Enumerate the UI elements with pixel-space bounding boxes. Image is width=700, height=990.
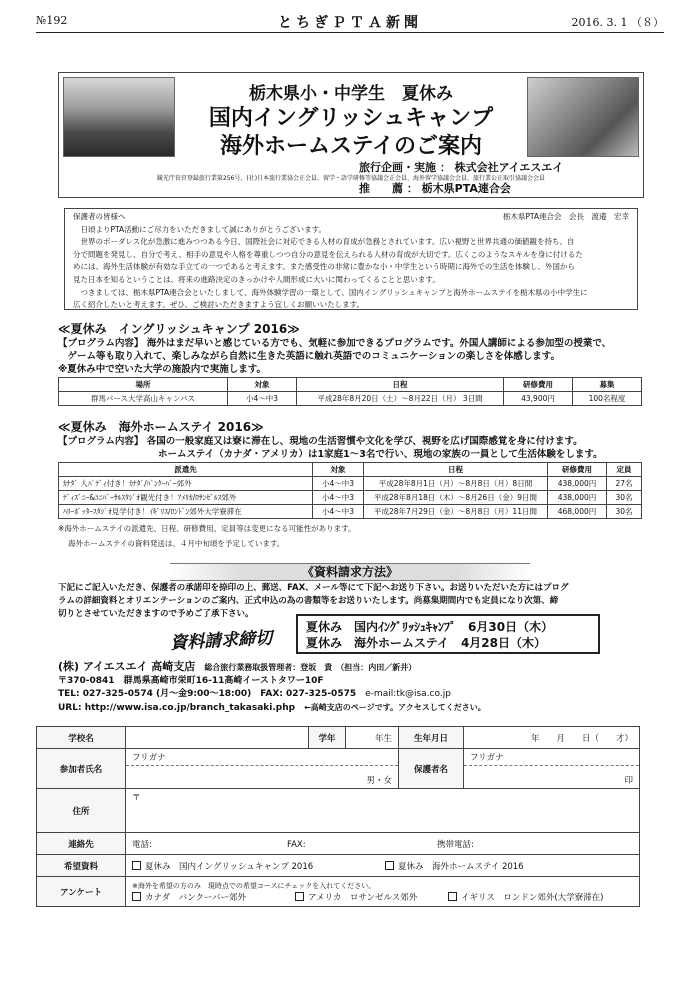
company-fax: FAX: 027-325-0575 [260,689,357,699]
form-row [37,877,640,907]
deadline-name: 夏休み 海外ホームステイ [306,636,449,650]
table-cell: 小4～中3 [313,505,364,519]
letter-signature: 栃木県PTA連合会 会長 渡邉 宏幸 [502,212,629,221]
fax-label: FAX: [287,839,306,850]
request-text: ラムの詳細資料とオリエンテーションのご案内、正式申込の為の書類等をお送りいたします。尚募集期間内でも定員になり次第、締 [58,596,559,606]
company-name: (株) アイエスエイ 高崎支店 [58,660,196,673]
deadline-camp [306,618,553,635]
camp-section [58,320,648,406]
table-cell: 平成28年8月20日（土）～8月22日（月） 3日間 [297,392,504,406]
col-header: 派遣先 [59,463,313,477]
camp-table [58,377,642,406]
guardian-field[interactable] [464,749,640,789]
grade-label: 学年 [309,727,346,749]
postal-mark: 〒 [132,793,141,803]
school-field[interactable] [126,727,309,749]
checkbox-uk[interactable] [448,892,457,901]
camp-title: ≪夏休み イングリッシュキャンプ 2016≫ [58,322,300,336]
participant-field[interactable] [126,749,399,789]
deadline-label: 資料請求締切 [169,628,273,654]
company-manager: 総合旅行業務取扱管理者：登坂 貴 （担当：内田／新井） [204,663,417,672]
form-row [37,749,640,789]
survey-label: アンケート [37,877,126,907]
camp-content: 【プログラム内容】 海外はまだ早いと感じている方でも、気軽に参加できるプログラムです。外国人講師による参加型の授業で、 [58,338,612,349]
checkbox-usa[interactable] [295,892,304,901]
wanted-field [126,855,640,877]
table-row [59,491,642,505]
table-cell: 小4～中3 [313,491,364,505]
furigana-label: フリガナ [464,749,639,766]
deadline-name: 夏休み 国内ｲﾝｸﾞﾘｯｼｭｷｬﾝﾌﾟ [306,620,457,634]
survey-option: アメリカ ロサンゼルス郊外 [308,892,418,903]
company-email[interactable]: e-mail:tk@isa.co.jp [365,689,451,699]
grade-field[interactable]: 年生 [346,727,399,749]
homestay-sub: ホームステイ（カナダ・アメリカ）は1家庭1～3名で行い、現地の家族の一員として生活体験をします。 [158,449,603,460]
camp-note: ※夏休み中で空いた大学の施設内で実施します。 [58,364,266,375]
banner-license: 観光庁長官登録旅行業第256号、(社)日本旅行業協会正会員、留学・語学研修等協議会正会員、海外留学協議会会員、旅行業公正取引協議会会員 [156,175,546,182]
participant-label: 参加者氏名 [37,749,126,789]
table-cell: 30名 [607,505,642,519]
letter-line: 世界のボーダレス化が急激に進みつつある今日、国際社会に対応できる人材の育成が急務とされています。広い視野と世界共通の価値観を持ち、自 [73,237,575,247]
survey-option: カナダ バンクーバー郊外 [145,892,246,903]
form-row [37,855,640,877]
survey-field [126,877,640,907]
col-header: 募集 [573,378,642,392]
birthday-field[interactable]: 年 月 日（ 才） [464,727,640,749]
homestay-title: ≪夏休み 海外ホームステイ 2016≫ [58,420,264,434]
issue-number: №192 [36,14,68,27]
table-cell: 438,000円 [548,491,607,505]
classroom-photo [527,77,639,157]
table-cell: ﾊﾘｰﾎﾟｯﾀｰｽﾀｼﾞｵ見学付き！ｲｷﾞﾘｽ/ﾛﾝﾄﾞﾝ郊外大学寮滞在 [59,505,313,519]
address-label: 住所 [37,789,126,833]
col-header: 対象 [313,463,364,477]
deadline-date: 4月28日（木） [460,636,546,650]
company-url[interactable]: URL: http://www.isa.co.jp/branch_takasaki.php [58,703,296,713]
option-label: 夏休み 海外ホームステイ 2016 [398,861,524,872]
newspaper-title: とちぎＰＴＡ新聞 [278,15,422,31]
contact-field[interactable] [126,833,640,855]
table-cell: 群馬パース大学高山キャンパス [59,392,228,406]
table-cell: 438,000円 [548,477,607,491]
banner-title-camp: 国内イングリッシュキャンプ [208,106,494,131]
request-title: 《資料請求方法》 [170,563,530,581]
gender-option[interactable]: 男・女 [366,776,392,786]
camp-content-cont: ゲーム等も取り入れて、楽しみながら自然に生きた英語に触れ英語でのコミュニケーションの楽しさを体感します。 [58,351,560,362]
homestay-shipping-note: 海外ホームステイの資料発送は、４月中旬頃を予定しています。 [68,539,285,548]
col-header: 場所 [59,378,228,392]
banner-organizer: 旅行企画・実施 ： 株式会社アイエスエイ [359,161,564,174]
contact-label: 連絡先 [37,833,126,855]
form-row [37,727,640,749]
table-cell: 468,000円 [548,505,607,519]
wanted-label: 希望資料 [37,855,126,877]
mobile-label: 携帯電話: [437,839,474,850]
homestay-note: ※海外ホームステイの派遣先、日程、研修費用、定員等は変更になる可能性があります。 [58,524,356,533]
table-header-row [59,463,642,477]
table-row [59,392,642,406]
table-cell: 100名程度 [573,392,642,406]
table-cell: 30名 [607,491,642,505]
company-url-note: ←高崎支店のページです。アクセスしてください。 [304,703,486,712]
banner-recommend: 推 薦 ： 栃木県PTA連合会 [359,182,511,195]
col-header: 定員 [607,463,642,477]
guardian-label: 保護者名 [399,749,464,789]
phone-label: 電話: [132,839,152,850]
deadline-homestay [306,634,546,651]
address-field[interactable] [126,789,640,833]
table-cell: 平成28年8月18日（木）～8月26日（金）9日間 [364,491,548,505]
issue-date: 2016. 3. 1 （８） [571,16,664,29]
letter-line: 見た日本を知るということは、将来の進路決定のきっかけや人間形成に大いに関わってくることと思います。 [73,274,440,284]
table-header-row [59,378,642,392]
request-text: 切りとさせていただきますので予めご了承下さい。 [58,609,254,619]
school-label: 学校名 [37,727,126,749]
seal-mark: 印 [624,776,633,786]
form-row [37,789,640,833]
company-info [58,660,648,715]
greeting-letter [64,208,638,310]
newspaper-header [36,12,664,33]
company-tel: TEL: 027-325-0574 (月～金9:00～18:00) [58,689,252,699]
option-label: 夏休み 国内イングリッシュキャンプ 2016 [145,861,314,872]
deadline-box [296,614,600,654]
table-row [59,477,642,491]
furigana-label: フリガナ [126,749,398,766]
deadline-date: 6月30日（木） [468,620,554,634]
letter-line: 分で問題を発見し、自分で考え、相手の意見や人格を尊重しつつ自分の意見を伝えられる人材の育成が大切です。広くこのようなスキルを身に付けるた [73,249,583,259]
checkbox-camp[interactable] [132,861,141,870]
col-header: 研修費用 [548,463,607,477]
table-cell: 平成28年7月29日（金）～8月8日（月）11日間 [364,505,548,519]
checkbox-homestay[interactable] [385,861,394,870]
banner-subtitle: 栃木県小・中学生 夏休み [249,84,453,104]
col-header: 研修費用 [504,378,573,392]
group-photo [63,77,175,157]
table-cell: 27名 [607,477,642,491]
letter-line: 広く紹介したいと考えます。ぜひ、ご検討いただきますよう宜しくお願いいたします。 [73,300,364,310]
request-form [36,726,640,907]
homestay-table [58,462,642,519]
col-header: 日程 [364,463,548,477]
table-cell: 43,900円 [504,392,573,406]
survey-note: ※海外を希望の方のみ 現時点での希望コースにチェックを入れてください。 [132,881,376,890]
table-cell: 小4～中3 [313,477,364,491]
table-cell: 平成28年8月1日（月）～8月8日（月）8日間 [364,477,548,491]
request-text: 下記にご記入いただき、保護者の承諾印を捺印の上、郵送、FAX、メール等にて下記へお送り下さい。お送りいただいた方にはプログ [58,583,569,593]
homestay-content: 【プログラム内容】 各国の一般家庭又は寮に滞在し、現地の生活習慣や文化を学び、視野を広げ国際感覚を身に付けます。 [58,436,583,447]
col-header: 対象 [228,378,297,392]
letter-line: つきましては、栃木県PTA連合会といたしまして、海外体験学習の一環として、国内イングリッシュキャンプと海外ホームステイを栃木県の小中学生に [73,287,588,297]
survey-option: イギリス ロンドン郊外(大学寮滞在) [461,892,604,903]
letter-salutation: 保護者の皆様へ [73,212,126,221]
birthday-label: 生年月日 [399,727,464,749]
program-banner [58,72,644,198]
table-row [59,505,642,519]
checkbox-canada[interactable] [132,892,141,901]
table-cell: 小4～中3 [228,392,297,406]
table-cell: ｶﾅﾀﾞ 人ﾊﾟﾃﾞｨ付き！ｶﾅﾀﾞ/ﾊﾞﾝｸｰﾊﾞｰ郊外 [59,477,313,491]
homestay-section [58,418,648,549]
col-header: 日程 [297,378,504,392]
letter-line: めには、海外生活体験が有効な手立ての一つであると考えます。また感受性の非常に豊かな小・中学生という時期に海外での生活を体験し、外国から [73,262,575,272]
letter-line: 日頃よりPTA活動にご尽力をいただきまして誠にありがとうございます。 [73,224,327,234]
table-cell: ﾃﾞｨｽﾞﾆｰ&ﾕﾆﾊﾞｰｻﾙｽﾀｼﾞｵ観光付き！ｱﾒﾘｶ/ﾛｻﾝｾﾞﾙｽ郊外 [59,491,313,505]
banner-title-homestay: 海外ホームステイのご案内 [219,134,483,159]
company-address: 〒370-0841 群馬県高崎市栄町16-11高崎イーストタワー10F [58,676,324,686]
form-row [37,833,640,855]
